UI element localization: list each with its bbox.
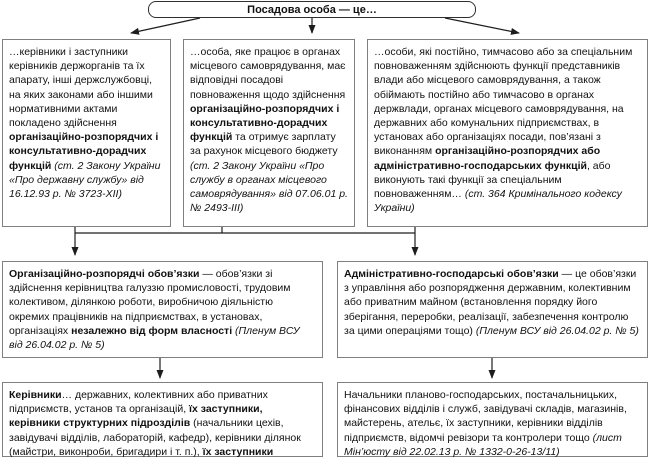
box-examples-managers: Керівники… державних, колективних або приватних підприємств, установ та організацій, їх заступники, керівники структурних підрозділів (начальники цехів, завідувачі відділів, лабораторій, кафедр), керівники ділянок (майстри, виконроби, бригадири і т. п.), їх заступники bbox=[2, 382, 323, 457]
root-title-label: Посадова особа — це… bbox=[247, 3, 377, 16]
box-examples-heads-of-departments: Начальники планово-господарських, постачальницьких, фінансових відділів і служб, завідувачі складів, магазинів, майстерень, ательє, їх заступники, керівники відділів підприємств, відомчі ревізори та контролери тощо (лист Мін’юсту від 22.02.13 р. № 1332-0-26-13/11) bbox=[337, 382, 648, 457]
box-definition-state-officials: …керівники і заступники керівників держорганів та їх апарату, інші держслужбовці, на яких законами або іншими нормативними актами покладено здійснення організаційно-розпорядчих і консультативно-дорадчих функцій (ст. 2 Закону України «Про державну службу» від 16.12.93 р. № 3723-XII) bbox=[2, 39, 171, 227]
arrow-pill-to-right-box bbox=[445, 18, 519, 33]
arrow-pill-to-left-box bbox=[131, 18, 200, 33]
box-administrative-economic-duties: Адміністративно-господарські обов’язки — це обов’язки з управління або розпорядження державним, колективним або приватним майном (встановлення порядку його зберігання, переробки, реалізації, забезпечення контролю за цими операціями тощо) (Пленум ВСУ від 26.04.02 р. № 5) bbox=[337, 261, 648, 358]
box-definition-criminal-code: …особи, які постійно, тимчасово або за спеціальним повноваженням здійснюють функції представників влади або місцевого самоврядування, а також обіймають постійно або тимчасово в органах держвлади, органах місцевого самоврядування, на державних або комунальних підприємствах, в установах або організаціях посади, пов’язані з виконанням організаційно-розпорядчих або адміністративно-господарських функцій, або виконують такі функції за спеціальним повноваженням… (ст. 364 Кримінального кодексу України) bbox=[367, 39, 648, 227]
root-title-pill bbox=[148, 1, 476, 18]
box-definition-local-self-government: …особа, яке працює в органах місцевого самоврядування, має відповідні посадові повноваження щодо здійснення організаційно-розпорядчих і консультативно-дорадчих функцій та отримує зарплату за рахунок місцевого бюджету (ст. 2 Закону України «Про службу в органах місцевого самоврядування» від 07.06.01 р. № 2493-III) bbox=[183, 39, 355, 227]
box-organizational-administrative-duties: Організаційно-розпорядчі обов’язки — обов’язки зі здійснення керівництва галуззю промисловості, трудовим колективом, ділянкою роботи, виробничою діяльністю окремих працівників на підприємствах, в установах, організаціях незалежно від форм власності (Пленум ВСУ від 26.04.02 р. № 5) bbox=[2, 261, 323, 358]
